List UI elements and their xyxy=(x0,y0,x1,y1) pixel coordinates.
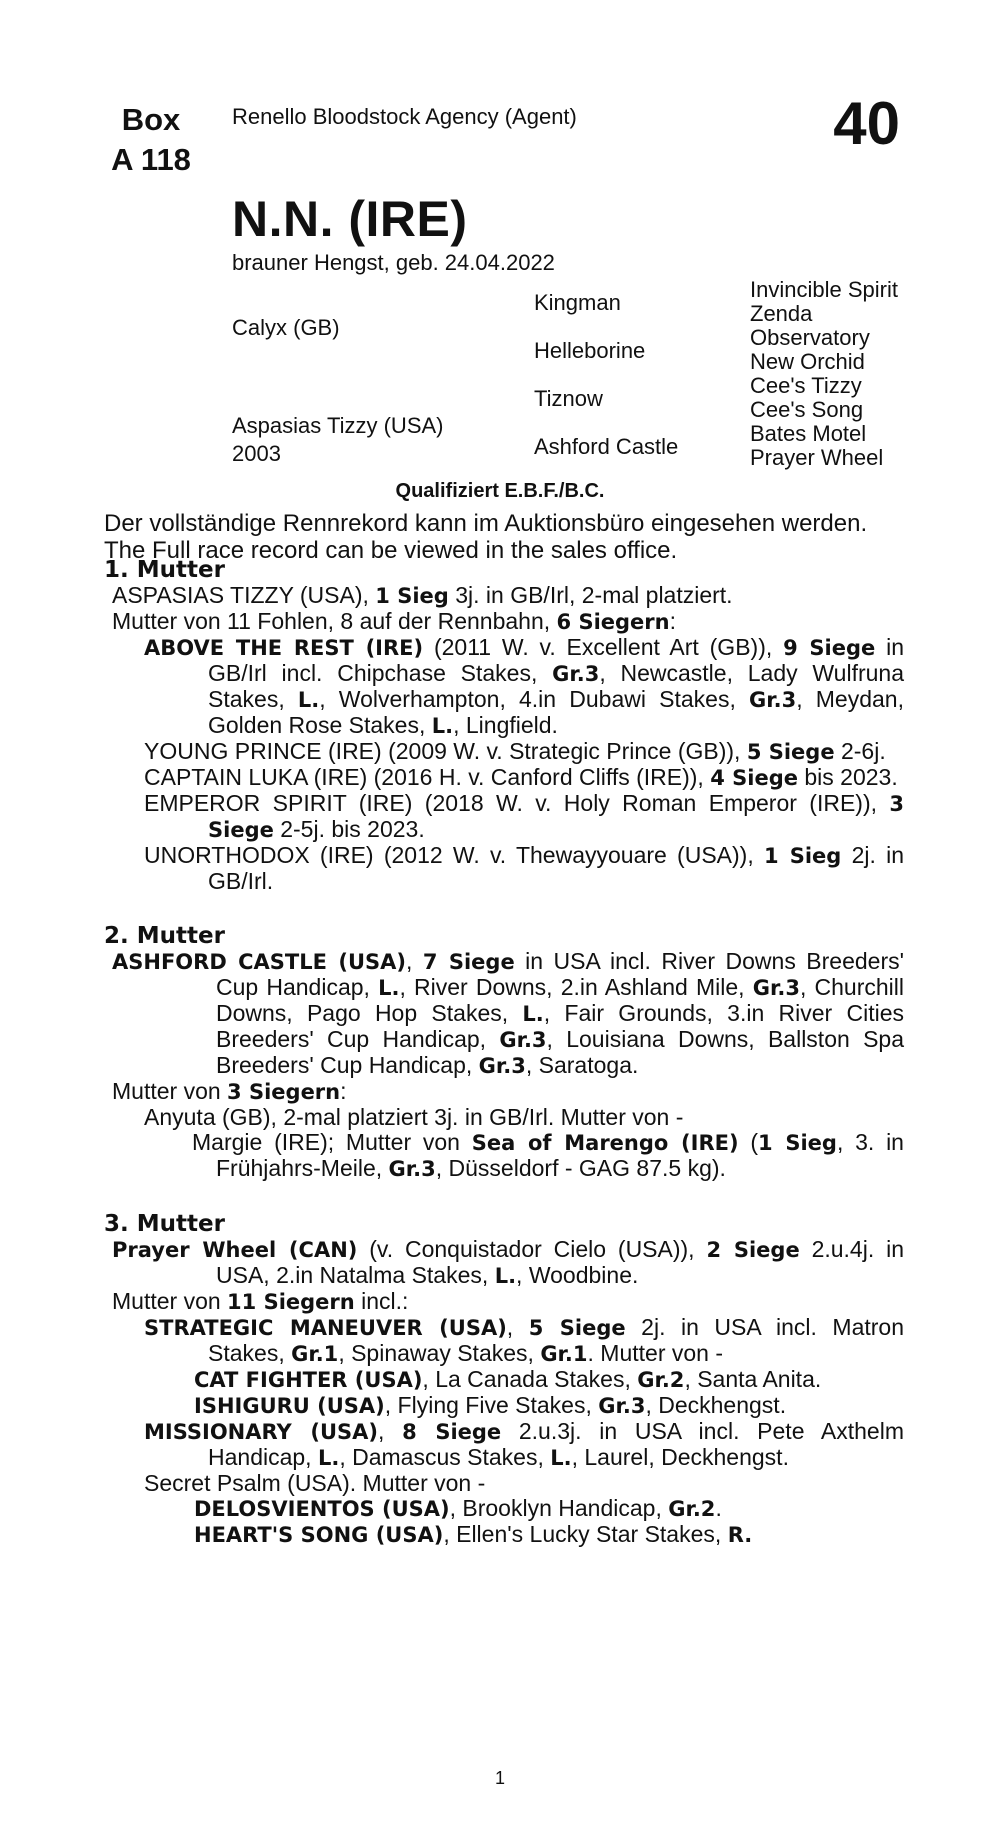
pedigree-gen3-item: Bates Motel xyxy=(750,421,867,446)
dam2-produce-summary: Mutter von 3 Siegern: xyxy=(112,1078,347,1104)
list-item: Margie (IRE); Mutter von Sea of Marengo (IRE) (1 Sieg, 3. in Frühjahrs-Meile, Gr.3, Düsseldorf - GAG 87.5 kg). xyxy=(192,1129,904,1181)
dam-sections xyxy=(104,558,904,1548)
horse-name: N.N. (IRE) xyxy=(232,191,468,247)
list-item: ASHFORD CASTLE (USA), 7 Siege in USA incl. River Downs Breeders' Cup Handicap, L., River Downs, 2.in Ashland Mile, Gr.3, Churchill Downs, Pago Hop Stakes, L., Fair Grounds, 3.in River Cities Breeders' Cup Handicap, Gr.3, Louisiana Downs, Ballston Spa Breeders' Cup Handicap, Gr.3, Saratoga. xyxy=(112,948,905,1078)
list-item: UNORTHODOX (IRE) (2012 W. v. Thewayyouare (USA)), 1 Sieg 2j. in GB/Irl. xyxy=(144,842,904,894)
notice-de: Der vollständige Rennrekord kann im Auktionsbüro eingesehen werden. xyxy=(104,510,868,537)
pedigree-gen3-item: New Orchid xyxy=(750,349,865,374)
lot-number: 40 xyxy=(833,90,900,157)
pedigree-gen2: Tiznow xyxy=(534,386,603,411)
list-item: ISHIGURU (USA), Flying Five Stakes, Gr.3, Deckhengst. xyxy=(194,1392,787,1418)
box-word: Box xyxy=(121,102,181,137)
list-item: DELOSVIENTOS (USA), Brooklyn Handicap, Gr.2. xyxy=(194,1495,722,1521)
list-item: CAT FIGHTER (USA), La Canada Stakes, Gr.2, Santa Anita. xyxy=(194,1366,822,1392)
page-number: 1 xyxy=(494,1768,505,1788)
section-title-dam1: 1. Mutter xyxy=(104,557,225,583)
sales-notice xyxy=(104,510,904,564)
pedigree-gen3-item: Cee's Tizzy xyxy=(750,373,862,398)
pedigree-gen3-item: Prayer Wheel xyxy=(750,445,884,470)
qualification: Qualifiziert E.B.F./B.C. xyxy=(395,480,605,502)
pedigree-gen2: Kingman xyxy=(534,290,621,315)
pedigree-gen2: Helleborine xyxy=(534,338,646,363)
pedigree-gen3 xyxy=(750,278,898,470)
list-item: EMPEROR SPIRIT (IRE) (2018 W. v. Holy Roman Emperor (IRE)), 3 Siege 2-5j. bis 2023. xyxy=(144,790,904,842)
section-title-dam3: 3. Mutter xyxy=(104,1211,225,1237)
list-item: Anyuta (GB), 2-mal platziert 3j. in GB/Irl. Mutter von - xyxy=(144,1104,684,1130)
pedigree-gen2: Ashford Castle xyxy=(534,434,679,459)
pedigree-sire: Calyx (GB) xyxy=(232,315,340,340)
box-number: A 118 xyxy=(111,142,191,177)
agent-name: Renello Bloodstock Agency (Agent) xyxy=(232,104,577,129)
list-item: HEART'S SONG (USA), Ellen's Lucky Star Stakes, R. xyxy=(194,1521,753,1547)
pedigree-gen3-item: Zenda xyxy=(750,301,813,326)
list-item: ABOVE THE REST (IRE) (2011 W. v. Excellent Art (GB)), 9 Siege in GB/Irl incl. Chipchase Stakes, Gr.3, Newcastle, Lady Wulfruna Stakes, L., Wolverhampton, 4.in Dubawi Stakes, Gr.3, Meydan, Golden Rose Stakes, L., Lingfield. xyxy=(144,634,905,738)
dam3-produce-summary: Mutter von 11 Siegern incl.: xyxy=(112,1288,409,1314)
dam1-produce-summary: Mutter von 11 Fohlen, 8 auf der Rennbahn, 6 Siegern: xyxy=(112,608,676,634)
box-label xyxy=(104,100,198,180)
list-item: Secret Psalm (USA). Mutter von - xyxy=(144,1470,486,1496)
pedigree-gen3-item: Invincible Spirit xyxy=(750,277,898,302)
list-item: Prayer Wheel (CAN) (v. Conquistador Cielo (USA)), 2 Siege 2.u.4j. in USA, 2.in Natalma Stakes, L., Woodbine. xyxy=(112,1236,904,1288)
pedigree-gen3-item: Observatory xyxy=(750,325,870,350)
list-item: STRATEGIC MANEUVER (USA), 5 Siege 2j. in USA incl. Matron Stakes, Gr.1, Spinaway Stakes, Gr.1. Mutter von - xyxy=(144,1314,905,1366)
pedigree-gen3-item: Cee's Song xyxy=(750,397,864,422)
list-item: YOUNG PRINCE (IRE) (2009 W. v. Strategic Prince (GB)), 5 Siege 2-6j. xyxy=(144,738,886,764)
list-item: MISSIONARY (USA), 8 Siege 2.u.3j. in USA incl. Pete Axthelm Handicap, L., Damascus Stakes, L., Laurel, Deckhengst. xyxy=(144,1418,904,1470)
list-item: CAPTAIN LUKA (IRE) (2016 H. v. Canford Cliffs (IRE)), 4 Siege bis 2023. xyxy=(144,764,898,790)
pedigree-dam-year: 2003 xyxy=(232,441,281,466)
pedigree-dam: Aspasias Tizzy (USA) xyxy=(232,413,444,438)
horse-description: brauner Hengst, geb. 24.04.2022 xyxy=(232,250,555,275)
dam1-line: ASPASIAS TIZZY (USA), 1 Sieg 3j. in GB/Irl, 2-mal platziert. xyxy=(112,582,733,608)
section-title-dam2: 2. Mutter xyxy=(104,923,225,949)
notice-en: The Full race record can be viewed in the sales office. xyxy=(104,537,678,564)
